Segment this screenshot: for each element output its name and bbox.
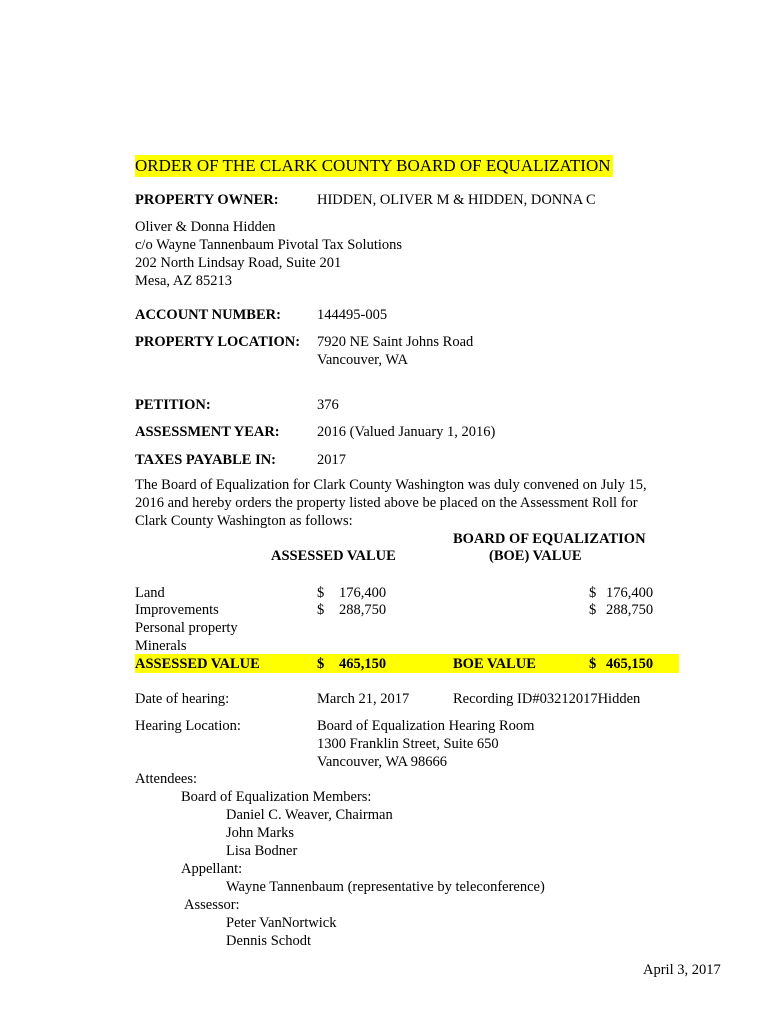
owner-label: PROPERTY OWNER: — [135, 192, 279, 208]
land-boe-value: 176,400 — [606, 585, 654, 601]
land-assessed-value: 176,400 — [339, 585, 387, 601]
total-boe-label: BOE VALUE — [453, 656, 536, 672]
assessed-header: ASSESSED VALUE — [271, 548, 396, 564]
currency-symbol: $ — [317, 585, 325, 601]
mailing-address — [135, 218, 402, 290]
paragraph-line: The Board of Equalization for Clark County Washington was duly convened on July 15, — [135, 477, 647, 493]
board-member: Daniel C. Weaver, Chairman — [226, 807, 393, 823]
total-boe-value: 465,150 — [606, 656, 654, 672]
recording-id: Recording ID#03212017Hidden — [453, 691, 641, 707]
location-value — [317, 333, 473, 369]
improvements-boe-value: 288,750 — [606, 602, 654, 618]
account-value: 144495-005 — [317, 307, 388, 323]
paragraph-line: 2016 and hereby orders the property listed above be placed on the Assessment Roll for — [135, 495, 638, 511]
petition-label: PETITION: — [135, 397, 211, 413]
hearing-location-line: 1300 Franklin Street, Suite 650 — [317, 736, 499, 752]
assessor-list — [226, 914, 336, 950]
appellant-name: Wayne Tannenbaum (representative by teleconference) — [226, 879, 545, 895]
attendees-label: Attendees: — [135, 771, 198, 787]
taxes-payable-value: 2017 — [317, 452, 346, 468]
order-paragraph — [135, 476, 647, 530]
location-line: Vancouver, WA — [317, 352, 408, 368]
row-label-minerals: Minerals — [135, 638, 187, 654]
currency-symbol: $ — [589, 656, 597, 672]
hearing-date-value: March 21, 2017 — [317, 691, 410, 707]
paragraph-line: Clark County Washington as follows: — [135, 513, 353, 529]
board-members-label: Board of Equalization Members: — [181, 789, 372, 805]
footer-date: April 3, 2017 — [643, 962, 721, 978]
hearing-location-value — [317, 717, 534, 771]
total-assessed-value: 465,150 — [339, 656, 387, 672]
assessment-year-label: ASSESSMENT YEAR: — [135, 424, 280, 440]
petition-value: 376 — [317, 397, 339, 413]
board-members-list — [226, 806, 393, 860]
hearing-date-label: Date of hearing: — [135, 691, 230, 707]
taxes-payable-label: TAXES PAYABLE IN: — [135, 452, 277, 468]
hearing-location-line: Vancouver, WA 98666 — [317, 754, 448, 770]
address-line: c/o Wayne Tannenbaum Pivotal Tax Solutions — [135, 237, 403, 253]
location-line: 7920 NE Saint Johns Road — [317, 334, 474, 350]
assessment-year-value: 2016 (Valued January 1, 2016) — [317, 424, 496, 440]
address-line: Oliver & Donna Hidden — [135, 219, 276, 235]
currency-symbol: $ — [589, 585, 597, 601]
appellant-label: Appellant: — [181, 861, 243, 877]
hearing-location-line: Board of Equalization Hearing Room — [317, 718, 535, 734]
row-label-personal-property: Personal property — [135, 620, 238, 636]
assessor-label: Assessor: — [184, 897, 240, 913]
total-assessed-label: ASSESSED VALUE — [135, 656, 260, 672]
board-member: John Marks — [226, 825, 295, 841]
improvements-assessed-value: 288,750 — [339, 602, 387, 618]
currency-symbol: $ — [317, 656, 325, 672]
currency-symbol: $ — [589, 602, 597, 618]
assessor-name: Peter VanNortwick — [226, 915, 337, 931]
row-label-land: Land — [135, 585, 165, 601]
boe-header-line1: BOARD OF EQUALIZATION — [453, 531, 646, 547]
location-label: PROPERTY LOCATION: — [135, 334, 301, 350]
row-label-improvements: Improvements — [135, 602, 219, 618]
address-line: 202 North Lindsay Road, Suite 201 — [135, 255, 342, 271]
account-label: ACCOUNT NUMBER: — [135, 307, 281, 323]
document-title: ORDER OF THE CLARK COUNTY BOARD OF EQUALIZATION — [135, 156, 611, 175]
boe-header-line2: (BOE) VALUE — [489, 548, 582, 564]
address-line: Mesa, AZ 85213 — [135, 273, 233, 289]
owner-value: HIDDEN, OLIVER M & HIDDEN, DONNA C — [317, 192, 596, 208]
assessor-name: Dennis Schodt — [226, 933, 311, 949]
board-member: Lisa Bodner — [226, 843, 298, 859]
hearing-location-label: Hearing Location: — [135, 718, 241, 734]
currency-symbol: $ — [317, 602, 325, 618]
